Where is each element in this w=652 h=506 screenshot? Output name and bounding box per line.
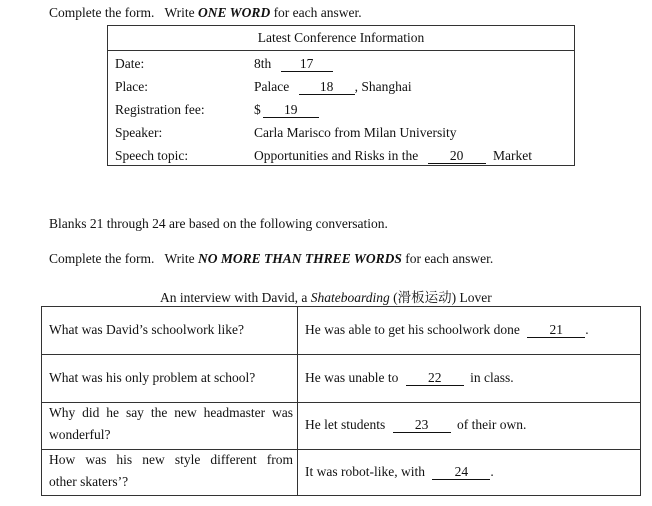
answer-text: . (490, 464, 494, 479)
instruction-text: Complete the form. Write (49, 5, 199, 20)
instruction-text: for each answer. (401, 251, 494, 266)
row-label: Place: (115, 79, 148, 94)
value-text: Opportunities and Risks in the (254, 148, 419, 163)
answer-text: It was robot-like, with (305, 464, 425, 479)
question-cell: How was his new style different from (49, 452, 293, 467)
value-text: Market (493, 148, 532, 163)
answer-text: He was able to get his schoolwork done (305, 322, 520, 337)
question-cell: Why did he say the new headmaster was (49, 405, 293, 420)
instruction-text: Complete the form. Write (49, 251, 199, 266)
conference-info-table (107, 25, 575, 166)
value-text: , Shanghai (354, 79, 412, 94)
row-value (254, 52, 333, 75)
table-row (108, 75, 574, 98)
answer-cell (305, 464, 494, 480)
blank-19[interactable]: 19 (263, 103, 319, 118)
answer-text: of their own. (457, 417, 527, 432)
instruction-one-word (49, 5, 362, 21)
interview-table (41, 306, 641, 496)
answer-cell (305, 370, 514, 386)
title-emphasis: Shateboarding (310, 290, 390, 305)
answer-text: He was unable to (305, 370, 399, 385)
blank-20[interactable]: 20 (428, 149, 486, 164)
answer-cell (305, 322, 589, 338)
blank-21[interactable]: 21 (527, 323, 585, 338)
blank-24[interactable]: 24 (432, 465, 490, 480)
value-text: Palace (254, 79, 290, 94)
row-label: Registration fee: (115, 102, 205, 117)
table-row (42, 307, 640, 355)
question-cell-continued: wonderful? (49, 427, 111, 442)
row-value: Carla Marisco from Milan University (254, 125, 457, 140)
instruction-text: for each answer. (270, 5, 362, 20)
column-divider (297, 307, 298, 495)
instruction-three-words (49, 251, 493, 267)
question-cell: What was his only problem at school? (49, 370, 256, 385)
question-cell-continued: other skaters’? (49, 474, 129, 489)
row-label: Speaker: (115, 125, 163, 140)
title-text: (滑板运动) Lover (389, 290, 492, 305)
value-text: 8th (254, 56, 272, 71)
answer-text: . (585, 322, 589, 337)
instruction-emphasis: NO MORE THAN THREE WORDS (198, 251, 402, 266)
answer-cell (305, 417, 526, 433)
blank-22[interactable]: 22 (406, 371, 464, 386)
table-row (42, 403, 640, 450)
table-row (42, 355, 640, 403)
interview-table-title (160, 286, 492, 306)
answer-text: in class. (470, 370, 514, 385)
blank-17[interactable]: 17 (281, 57, 333, 72)
title-text: An interview with David, a (160, 290, 311, 305)
question-cell: What was David’s schoolwork like? (49, 322, 244, 337)
answer-text: He let students (305, 417, 386, 432)
table-row (42, 450, 640, 496)
row-value (254, 75, 412, 98)
instruction-emphasis: ONE WORD (198, 5, 271, 20)
table-row (108, 52, 574, 75)
table-row (108, 121, 574, 144)
table-row (108, 144, 574, 167)
row-label: Date: (115, 56, 145, 71)
table-header: Latest Conference Information (108, 26, 574, 51)
value-text: $ (254, 102, 261, 117)
conversation-intro: Blanks 21 through 24 are based on the following conversation. (49, 216, 388, 231)
row-value (254, 98, 319, 121)
blank-18[interactable]: 18 (299, 80, 355, 95)
row-label: Speech topic: (115, 148, 189, 163)
blank-23[interactable]: 23 (393, 418, 451, 433)
row-value (254, 144, 532, 167)
table-row (108, 98, 574, 121)
